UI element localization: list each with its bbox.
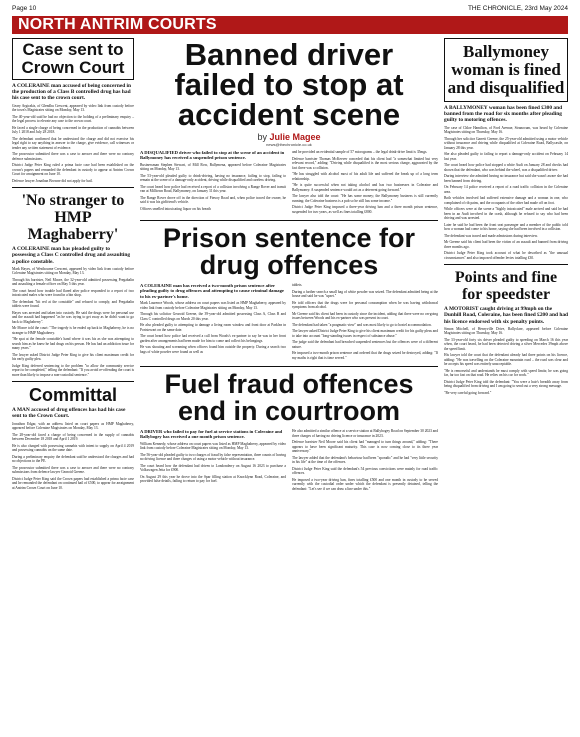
paragraph: He is also charged with possessing cannabis with intent to supply on April 4 2019 and possessing cannabis on the same date. <box>12 443 134 453</box>
paragraph: Defence barrister Neil Moore said his client had "managed to turn things around," adding: "There appears to have been significant maturity. This case is now coming close to its three year anniversary." <box>292 440 438 453</box>
paragraph: Defence barrister Thomas McKeever conceded that his client had "a somewhat limited but very relevant record," adding: "Driving while disqualified is the most serious charge, aggravated by the fact there was a collision. <box>292 156 438 170</box>
paragraph: Officers smelled intoxicating liquor on his breath <box>140 206 211 211</box>
paragraph: On February 14 police received a report of a road traffic collision in the Coleraine area. <box>444 185 568 194</box>
paragraph: The lawyer asked District Judge Peter King to give his client maximum credit for his guilty pleas and to take into account "long-standing issues in respect of substance abuse." <box>292 329 438 338</box>
paragraph: The defendant had taken "a pragmatic view" and was most likely to go to hostel accommodation. <box>292 322 432 327</box>
fuel-lead: A DRIVER who failed to pay for fuel at service stations in Coleraine and Ballybogey has received a one month prison sentence. <box>140 429 283 440</box>
divider <box>12 187 134 188</box>
paragraph: The defendant was traced and made admissions during interview. <box>444 233 538 238</box>
paragraph: Through her solicitor Garrett Greene, the 25-year-old admitted using a motor vehicle without insurance and driving while disqualified at Coleraine Road, Ballycastle, on January 28 this year. <box>444 136 568 150</box>
byline <box>140 132 438 142</box>
paragraph: District Judge Peter King imposed a three-year driving ban and a three month prison sentence, suspended for two years, as well as fines totalling £800. <box>292 205 438 214</box>
no-stranger-body <box>12 267 134 378</box>
prison-lead: A COLERAINE man has received a two-month prison sentence after pleading guilty to drug offences and attempting to cause criminal damage to his ex-partner's home. <box>140 283 284 299</box>
paragraph: Mr Greene said his client had been in custody since the incident, adding that there were no on-going issues between Woods and his ex-partner who was present in court. <box>292 311 438 320</box>
paragraph: She also pleaded guilty to failing to report a damage-only accident on February 14 last year. <box>444 152 568 161</box>
paragraph: Businessman Stephen Stewart, of Mill Row, Ballymena, appeared before Coleraine Magistrates sitting on Monday, May 13. <box>140 162 286 172</box>
paragraph: He imposed a two-year driving ban, fines totalling £500 and one month in custody to be served currently with the custodial order under which the defendant is presently detained, telling the defendant: "Let's see if we can draw a line under this." <box>292 477 438 491</box>
paragraph: The 56-year-old pleaded guilty to two charges of fraud by false representation, three counts of having no driving licence and three charges of using a motor vehicle without insurance. <box>140 452 286 462</box>
paragraph: William Kennedy, whose address on court papers was listed as HMP Maghaberry, appeared by video link from custody before Coleraine Magistrates sitting on Monday, May 13. <box>140 441 286 451</box>
points-headline: Points and fine for speedster <box>454 269 558 304</box>
case-sent-body <box>12 104 134 184</box>
banned-lead: A DISQUALIFIED driver who failed to stop at the scene of an accident in Ballymoney has received a suspended prison sentence. <box>140 150 285 161</box>
fuel-headline: Fuel fraud offences end in courtroom <box>164 369 414 426</box>
case-sent-lead: A COLERAINE man accused of being concerned in the production of a Class B controlled drug has had his case sent to the crown court. <box>12 83 132 102</box>
banned-body <box>140 150 438 216</box>
section-banner: NORTH ANTRIM COURTS <box>12 16 568 34</box>
paragraph: District Judge Peter King said the Crown papers had established a prima facie case and he remanded the defendant on continued bail of £500, to appear for arraignment at Antrim Crown Court on June 10. <box>12 476 134 490</box>
prison-headline: Prison sentence for drug offences <box>162 223 416 280</box>
paragraph: He told officers that the drugs were for personal consumption when he was having withdrawal symptoms from alcohol. <box>292 300 438 309</box>
paragraph: While officers were at the scene a "highly intoxicated" male arrived and said he had been in an Audi involved in the crash, although he refused to say who had been driving and was arrested. <box>444 207 568 221</box>
paragraph: Mr Greene said his client had been the victim of an assault and banned from driving three months ago. <box>444 240 568 249</box>
left-column <box>12 38 134 492</box>
divider <box>140 220 438 221</box>
prison-body <box>140 283 438 362</box>
paragraph: "He has struggled with alcohol most of his adult life and suffered the break up of a long term relationship. <box>292 172 438 181</box>
no-stranger-headline: 'No stranger to HMP Maghaberry' <box>21 192 125 244</box>
paragraph: The court heard how police had received a report of a collision involving a Range Rover and transit van at Milltown Road, Ballymoney, on January 31 this year. <box>140 184 286 194</box>
paragraph: The 28-year-old faced a charge of being concerned in the supply of cannabis between December 18 2018 and April 1 2019. <box>12 432 134 442</box>
committal-lead: A MAN accused of drug offences has had his case sent to the Crown Court. <box>12 407 126 420</box>
divider <box>12 381 134 382</box>
paragraph: The lawyer added that the defendant's behaviour had been "sporadic" and he had "very little security in his life" at the time of the offences. <box>292 455 438 464</box>
paragraph: Hayes was arrested and taken into custody. He said the drugs were for personal use and the assault had happened "as he was trying to get away as he didn't want to go back to Maghaberry". <box>12 310 134 324</box>
paragraph: He faced a single charge of being concerned in the production of cannabis between July 1 2018 and July 28 2018. <box>12 125 134 135</box>
paragraph: "Be very careful going forward." <box>444 390 492 395</box>
paragraph: District Judge Peter King told the defendant: "You were a hair's breadth away from being disqualified from driving and I am going to send out a very strong message. <box>444 379 568 389</box>
paragraph: District Judge Peter King said the defendant's 54 previous convictions were mainly for road traffic offences. <box>292 466 438 475</box>
paragraph: tablets. <box>292 283 303 287</box>
paragraph: He also pleaded guilty to attempting to damage a living room window and front door at Parklea in Portstewart on the same date. <box>140 323 286 332</box>
paragraph: Mark Laurence Woods, whose address on court papers was listed as HMP Maghaberry, appeared by video link from custody before Coleraine Magistrates sitting on Monday, May 13. <box>140 301 286 310</box>
fined-lead: A BALLYMONEY woman has been fined £300 and banned from the road for six months after pleading guilty to motoring offences. <box>444 105 563 124</box>
banned-headline: Banned driver failed to stop at accident scene <box>174 37 404 132</box>
page-number: Page 10 <box>12 4 37 12</box>
paragraph: The prosecutor submitted there was a case to answer and there were no contrary submissions from defence lawyer Gearoid Greene. <box>12 465 134 475</box>
fined-headline: Ballymoney woman is fined and disqualified <box>444 38 568 102</box>
paragraph: The Range Rover drove off in the direction of Finvoy Road and, when police traced the owner, he said it was his girlfriend's vehicle. <box>140 195 286 205</box>
paragraph: The court heard how the defendant had driven to Londonderry on August 16 2023 to purchase a Volkswagen Jetta for £900. <box>140 463 286 473</box>
paragraph: "He is remorseful and understands he must comply with speed limits; he was going far, far too fast on that road. He relies on his car for work." <box>444 368 568 378</box>
paper-dateline: THE CHRONICLE, 23rd May 2024 <box>467 4 568 12</box>
center-column <box>140 38 438 493</box>
points-body <box>444 327 568 396</box>
paragraph: The court heard how police had stopped a white Audi on January 28 and checks had shown that the defendant, who was behind the wheel, was a disqualified driver. <box>444 163 568 172</box>
byline-name: Julie Magee <box>269 132 321 142</box>
paragraph: During interview she admitted having no insurance but said she wasn't aware she had been banned from driving. <box>444 174 568 183</box>
no-stranger-lead: A COLERAINE man has pleaded guilty to possessing a Class C controlled drug and assaulting a police constable. <box>12 246 131 265</box>
paragraph: His lawyer told the court that the defendant already had three points on his licence, adding: "He was travelling on the Coleraine mountain road – the road was clear and he accepts his speed was entirely unacceptable. <box>444 353 568 367</box>
paragraph: The lawyer also told the court: "He has some money; the Ballymoney business is still currently running; the Coleraine business is a pub so he still has some income." <box>292 194 438 203</box>
paragraph: The judge said the defendant had breached suspended sentences but the offences were of a different nature. <box>292 340 438 349</box>
paragraph: Judge King deferred sentencing to the problem "to allow the community service report to be completed," telling the defendant: "If you avoid re-offending the court is more than likely to impose a non-custodial sentence." <box>12 363 134 377</box>
paragraph: and he provided an evidential sample of 57 micrograms – the legal drink-drive limit is 35mgs. <box>292 150 428 154</box>
paragraph: Later he said he had been the front seat passenger and a member of the public told how a woman had come to his home, saying she had been involved in a collision. <box>444 222 568 232</box>
paragraph: District Judge Peter King took account of what he described as "the unusual circumstances" and also imposed offender levies totalling £30. <box>444 251 568 260</box>
byline-prefix: by <box>257 132 270 142</box>
paragraph: The lawyer asked District Judge Peter King to give his client maximum credit for his early guilty plea. <box>12 352 134 362</box>
paragraph: The court heard how police had received a call from Woods's ex-partner to say he was in her front garden after arrangements had been made for him to come and collect his belongings. <box>140 334 286 343</box>
paragraph: Defence lawyer Jonathan Browne did not apply for bail. <box>12 178 93 183</box>
byline-email: news@thechronicle.co.uk <box>266 142 312 147</box>
paragraph: Mark Hayes, of Westbourne Crescent, appeared by video link from custody before Coleraine Magistrates sitting on Monday, May 13. <box>12 266 134 276</box>
paragraph: The court heard how trouble had flared after police responded to a report of two intoxicated males who were found in a bin shop. <box>12 288 134 298</box>
paragraph: Both vehicles involved had suffered extensive damage and a woman in one, who complained of rib pains, and the occupants of the other had made off on foot. <box>444 196 568 205</box>
paragraph: He was shouting and screaming when officers found him outside the property. During a search two bags of white powder were found as well as <box>140 345 286 354</box>
paragraph: Mr Moore told the court: "The tragedy is he ended up back in Maghaberry, he is no stranger to HMP Maghaberry. <box>12 326 134 335</box>
divider <box>444 264 568 265</box>
paragraph: Jonathon Edgar, with an address listed on court papers as HMP Maghaberry, appeared before Coleraine Magistrates on Monday, May 13. <box>12 421 134 431</box>
paragraph: Geary Argirakis, of Glendhu Crescent, appeared by video link from custody before the town's Magistrates sitting on Monday, May 13. <box>12 103 134 113</box>
paragraph: The defendant "bit red at the constable" and refused to comply, and Pregabalin tablets were found. <box>12 299 134 309</box>
right-column <box>444 38 568 397</box>
case-sent-headline: Case sent to Crown Court <box>12 38 134 80</box>
paragraph: District Judge Peter King ruled a prima facie case had been established on the crown's papers and remanded the defendant in custody to appear at Antrim Crown Court for arraignment on June 10. <box>12 163 134 177</box>
paragraph: Through his solicitor Gearoid Greene, the 39-year-old admitted possessing Class A, Class B and Class C controlled drugs on March 20 this year. <box>140 312 286 321</box>
points-lead: A MOTORIST caught driving at 99mph on the Dunhill Road, Coleraine, has been fined £200 and had his licence endorsed with six penalty points. <box>444 306 569 325</box>
fuel-body <box>140 429 438 493</box>
committal-body <box>12 422 134 491</box>
paragraph: Through his barrister, Neil Moore, the 32-year-old admitted possessing Pregabalin and assaulting a female officer on May 5 this year. <box>12 277 134 287</box>
paragraph: He also admitted a similar offence at a service station at Ballybogey Road on September 30 2023 and three charges of having no driving licence or insurance in 2023. <box>292 429 438 438</box>
divider <box>140 366 438 367</box>
paragraph: The 40-year-old said he had no objection to the holding of a preliminary enquiry – the legal process to elevate any case to the crown court. <box>12 114 134 124</box>
paragraph: "He is quite successful when not taking alcohol and has two businesses in Coleraine and Ballymoney. A suspended sentence would act as a deterrent going forward." <box>292 183 438 192</box>
paragraph: The case of Chloe Hamilton, of Ford Avenue, Stranocum, was heard by Coleraine Magistrates sitting on Thursday, May 16. <box>444 125 568 135</box>
committal-headline: Committal <box>28 385 117 406</box>
paragraph: During a further search a small bag of white powder was seized. The defendant admitted being at the house and said he was "upset." <box>292 289 438 298</box>
paragraph: "He spat at the female constable's hand where it was his as she was attempting to search him as he knew he had drugs on his person. He has had an addiction issue for many years." <box>12 337 134 351</box>
paragraph: The 53-year-old pleaded guilty to drink-driving, having no insurance, failing to stop, failing to remain at the scene of a damage-only accident, driving while disqualified and careless driving. <box>140 173 286 183</box>
page-header <box>12 0 568 16</box>
paragraph: On August 29 this year he drove into the Spar filling station at Knocklynn Road, Coleraine, and provided false details, failing to return to pay for fuel. <box>140 474 286 484</box>
paragraph: Simon Mitchell, of Henryville Drive, Ballyclare, appeared before Coleraine Magistrates sitting on Thursday, May 16. <box>444 326 568 336</box>
paragraph: During a preliminary enquiry the defendant said he understood the charges and had no objections to the PE. <box>12 454 134 464</box>
paragraph: The defendant confirmed that he understood the charge and did not exercise his legal right to say anything in answer to the charge, give evidence, call witnesses or tender any written statement of evidence. <box>12 136 134 150</box>
paragraph: He imposed a two-month prison sentence and ordered that the drugs seized be destroyed, adding: "If my maths is right that is time served." <box>292 351 438 360</box>
paragraph: The prosecutor submitted there was a case to answer and there were no contrary defence submissions. <box>12 152 134 161</box>
fined-body <box>444 126 568 261</box>
paragraph: The 33-year-old forty six driver pleaded guilty to speeding on March 16 this year when, the court heard, he had been detected driving a silver Mercedes 39mph above the speed limit. <box>444 337 568 351</box>
